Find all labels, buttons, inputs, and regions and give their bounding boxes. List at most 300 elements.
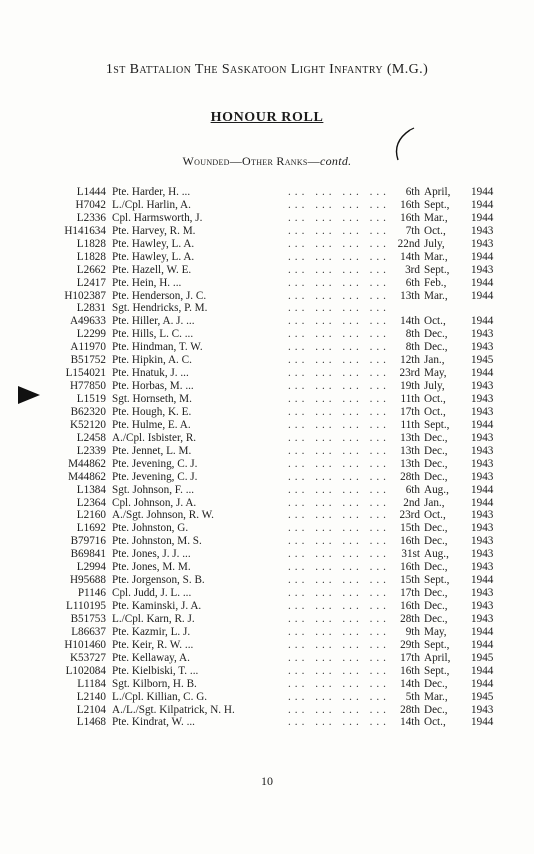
date-month: Oct., [424, 716, 446, 729]
date-month: Oct., [424, 315, 446, 328]
date-day: 8th [405, 341, 420, 354]
date-month: Dec., [424, 522, 448, 535]
soldier-name: Cpl. Johnson, J. A. [112, 496, 197, 509]
service-number: L1444 [76, 186, 106, 198]
service-number: L2140 [76, 690, 106, 703]
date-month: Dec., [424, 328, 448, 341]
service-number: L2336 [76, 211, 106, 224]
date-day: 17th [400, 587, 420, 600]
date-year: 1943 [471, 587, 494, 600]
service-number: L2160 [76, 509, 106, 522]
date-day: 28th [400, 703, 420, 716]
roll-entry [58, 393, 498, 406]
roll-entry [58, 548, 498, 561]
date-day: 7th [405, 224, 420, 237]
date-year: 1944 [471, 418, 494, 431]
date-year: 1944 [471, 638, 494, 651]
date-year: 1943 [471, 328, 494, 341]
roll-entry [58, 315, 498, 328]
date-day: 14th [400, 315, 420, 328]
soldier-name: Pte. Hazell, W. E. [112, 263, 192, 276]
date-year: 1944 [471, 198, 494, 211]
date-month: May, [424, 625, 447, 638]
leader-dots: ... ... ... ... [288, 625, 390, 638]
soldier-name: L./Cpl. Karn, R. J. [112, 612, 195, 625]
date-day: 14th [400, 716, 420, 729]
roll-entry [58, 652, 498, 665]
service-number: L102084 [65, 664, 106, 677]
service-number: M44862 [68, 470, 106, 483]
leader-dots: ... ... ... ... [288, 703, 390, 716]
leader-dots: ... ... ... ... [288, 418, 390, 431]
service-number: L1828 [76, 237, 106, 250]
soldier-name: Sgt. Hornseth, M. [112, 393, 192, 405]
date-month: Dec., [424, 600, 448, 612]
roll-entry [58, 354, 498, 367]
soldier-name: Cpl. Judd, J. L. ... [112, 587, 192, 600]
soldier-name: Pte. Jennet, L. M. [112, 444, 192, 457]
leader-dots: ... ... ... ... [288, 535, 390, 548]
leader-dots: ... ... ... ... [288, 211, 390, 224]
date-year: 1944 [471, 289, 494, 302]
date-month: Dec., [424, 457, 448, 470]
date-day: 15th [400, 574, 420, 587]
service-number: L2994 [76, 561, 106, 574]
service-number: B51752 [70, 354, 106, 367]
date-month: July, [424, 237, 445, 250]
battalion-header: 1st Battalion The Saskatoon Light Infantry (M.G.) [105, 62, 429, 77]
roll-entry [58, 406, 498, 419]
date-year: 1944 [471, 625, 494, 638]
date-day: 16th [400, 211, 420, 224]
leader-dots: ... ... ... ... [288, 224, 390, 237]
date-month: Dec., [424, 444, 448, 457]
date-month: Sept., [424, 638, 450, 651]
leader-dots: ... ... ... ... [288, 470, 390, 483]
date-year: 1943 [471, 263, 494, 276]
date-year: 1945 [471, 354, 494, 367]
date-month: Sept., [424, 664, 450, 677]
roll-entry [58, 380, 498, 393]
date-day: 2nd [403, 496, 420, 509]
roll-entry [58, 484, 498, 497]
date-month: Dec., [424, 703, 448, 716]
leader-dots: ... ... ... ... [288, 457, 390, 470]
leader-dots: ... ... ... ... [288, 522, 390, 535]
date-year: 1944 [471, 250, 494, 263]
leader-dots: ... ... ... ... [288, 548, 390, 561]
leader-dots: ... ... ... ... [288, 186, 390, 198]
roll-entry [58, 574, 498, 587]
date-year: 1943 [471, 237, 494, 250]
service-number: L2364 [76, 496, 106, 509]
date-day: 13th [400, 444, 420, 457]
date-year: 1944 [471, 483, 494, 496]
roll-entry [58, 600, 498, 613]
section-subtitle-suffix: contd. [319, 154, 352, 168]
date-day: 28th [400, 612, 420, 625]
leader-dots: ... ... ... ... [288, 289, 390, 302]
date-day: 13th [400, 431, 420, 444]
leader-dots: ... ... ... ... [288, 690, 390, 703]
roll-entry [58, 678, 498, 691]
leader-dots: ... ... ... ... [288, 638, 390, 651]
page-title: HONOUR ROLL [210, 110, 324, 125]
soldier-name: Pte. Hawley, L. A. [112, 250, 195, 263]
leader-dots: ... ... ... ... [288, 716, 390, 729]
date-year: 1944 [471, 367, 494, 380]
leader-dots: ... ... ... ... [288, 651, 390, 664]
service-number: L2662 [76, 263, 106, 276]
leader-dots: ... ... ... ... [288, 561, 390, 574]
soldier-name: Pte. Hein, H. ... [112, 276, 182, 289]
date-day: 16th [400, 600, 420, 612]
soldier-name: Pte. Kindrat, W. ... [112, 716, 195, 729]
date-year: 1944 [471, 186, 494, 198]
roll-entry [58, 277, 498, 290]
leader-dots: ... ... ... ... [288, 263, 390, 276]
date-year: 1944 [471, 664, 494, 677]
leader-dots: ... ... ... ... [288, 354, 390, 367]
date-day: 6th [405, 483, 420, 496]
date-day: 19th [400, 380, 420, 393]
date-year: 1943 [471, 393, 494, 405]
service-number: H101460 [64, 638, 106, 651]
soldier-name: Pte. Kaminski, J. A. [112, 600, 202, 612]
date-year: 1945 [471, 690, 494, 703]
leader-dots: ... ... ... ... [288, 444, 390, 457]
date-month: Dec., [424, 561, 448, 574]
date-day: 15th [400, 522, 420, 535]
date-year: 1944 [471, 276, 494, 289]
roll-entry [58, 328, 498, 341]
date-day: 14th [400, 250, 420, 263]
date-day: 9th [405, 625, 420, 638]
soldier-name: Pte. Harvey, R. M. [112, 224, 196, 237]
roll-entry [58, 704, 498, 717]
date-month: Sept., [424, 418, 450, 431]
soldier-name: Pte. Jevening, C. J. [112, 470, 198, 483]
date-month: Aug., [424, 483, 449, 496]
soldier-name: Sgt. Johnson, F. ... [112, 483, 195, 496]
date-year: 1943 [471, 224, 494, 237]
service-number: L154021 [65, 367, 106, 380]
leader-dots: ... ... ... ... [288, 405, 390, 418]
service-number: B62320 [70, 405, 106, 418]
date-day: 22nd [397, 237, 420, 250]
date-day: 29th [400, 638, 420, 651]
date-day: 23rd [399, 509, 420, 522]
roll-entry [58, 535, 498, 548]
roll-entry [58, 471, 498, 484]
date-month: Oct., [424, 393, 446, 405]
date-month: Oct., [424, 509, 446, 522]
roll-entry [58, 367, 498, 380]
soldier-name: Sgt. Kilborn, H. B. [112, 677, 197, 690]
soldier-name: A./L./Sgt. Kilpatrick, N. H. [112, 703, 235, 716]
soldier-name: L./Cpl. Killian, C. G. [112, 690, 208, 703]
service-number: L110195 [66, 600, 106, 612]
service-number: L86637 [71, 625, 106, 638]
date-year: 1945 [471, 651, 494, 664]
date-year: 1944 [471, 496, 494, 509]
leader-dots: ... ... ... ... [288, 341, 390, 354]
roll-entry [58, 613, 498, 626]
leader-dots: ... ... ... ... [288, 276, 390, 289]
date-month: April, [424, 651, 451, 664]
soldier-name: Sgt. Hendricks, P. M. [112, 302, 208, 315]
date-month: Oct., [424, 224, 446, 237]
service-number: A11970 [70, 341, 106, 354]
roll-entry [58, 186, 498, 199]
date-month: Dec., [424, 431, 448, 444]
date-month: Dec., [424, 677, 448, 690]
service-number: K52120 [69, 418, 106, 431]
leader-dots: ... ... ... ... [288, 328, 390, 341]
leader-dots: ... ... ... ... [288, 250, 390, 263]
date-month: Sept., [424, 574, 450, 587]
date-year: 1944 [471, 716, 494, 729]
leader-dots: ... ... ... ... [288, 393, 390, 405]
service-number: L1468 [76, 716, 106, 729]
service-number: H7042 [75, 198, 106, 211]
date-month: Oct., [424, 405, 446, 418]
leader-dots: ... ... ... ... [288, 664, 390, 677]
date-month: Dec., [424, 535, 448, 548]
soldier-name: Pte. Johnston, M. S. [112, 535, 202, 548]
date-day: 16th [400, 664, 420, 677]
soldier-name: Pte. Horbas, M. ... [112, 380, 194, 393]
service-number: B69841 [70, 548, 106, 561]
service-number: B79716 [70, 535, 106, 548]
roll-entry [58, 639, 498, 652]
service-number: L2831 [76, 302, 106, 315]
date-year: 1943 [471, 380, 494, 393]
soldier-name: A./Cpl. Isbister, R. [112, 431, 197, 444]
roll-entry [58, 199, 498, 212]
date-day: 11th [400, 418, 420, 431]
roll-entry [58, 212, 498, 225]
service-number: M44862 [68, 457, 106, 470]
leader-dots: ... ... ... ... [288, 600, 390, 612]
service-number: L1519 [76, 393, 106, 405]
service-number: L2339 [76, 444, 106, 457]
soldier-name: Pte. Kellaway, A. [112, 651, 190, 664]
service-number: L1184 [77, 677, 106, 690]
service-number: L2458 [76, 431, 106, 444]
leader-dots: ... ... ... ... [288, 198, 390, 211]
soldier-name: Pte. Jones, J. J. ... [112, 548, 191, 561]
page-number: 10 [261, 774, 273, 788]
soldier-name: L./Cpl. Harlin, A. [112, 198, 191, 211]
soldier-name: Pte. Hipkin, A. C. [112, 354, 192, 367]
date-year: 1944 [471, 211, 494, 224]
section-subtitle [0, 154, 534, 169]
date-month: Dec., [424, 470, 448, 483]
date-day: 5th [405, 690, 420, 703]
date-day: 16th [400, 198, 420, 211]
date-year: 1943 [471, 548, 494, 561]
leader-dots: ... ... ... ... [288, 587, 390, 600]
date-day: 3rd [405, 263, 420, 276]
date-year: 1943 [471, 341, 494, 354]
roll-entry [58, 716, 498, 729]
leader-dots: ... ... ... ... [288, 367, 390, 380]
service-number: L2104 [76, 703, 106, 716]
leader-dots: ... ... ... ... [288, 574, 390, 587]
date-month: Jan., [424, 496, 445, 509]
soldier-name: Pte. Jorgenson, S. B. [112, 574, 205, 587]
leader-dots: ... ... ... ... [288, 380, 390, 393]
soldier-name: Pte. Kielbiski, T. ... [112, 664, 199, 677]
roll-entry [58, 626, 498, 639]
leader-dots: ... ... ... ... [288, 509, 390, 522]
roll-entry [58, 225, 498, 238]
roll-entry [58, 432, 498, 445]
leader-dots: ... ... ... ... [288, 612, 390, 625]
date-month: Jan., [424, 354, 445, 367]
date-year: 1943 [471, 457, 494, 470]
date-year: 1944 [471, 677, 494, 690]
soldier-name: Pte. Hnatuk, J. ... [112, 367, 189, 380]
date-year: 1943 [471, 600, 494, 612]
date-day: 13th [400, 289, 420, 302]
soldier-name: Pte. Hindman, T. W. [112, 341, 203, 354]
pointer-arrow-icon [18, 386, 40, 404]
date-year: 1943 [471, 444, 494, 457]
date-month: July, [424, 380, 445, 393]
soldier-name: Pte. Keir, R. W. ... [112, 638, 194, 651]
soldier-name: Pte. Kazmir, L. J. [112, 625, 191, 638]
roll-entry [58, 497, 498, 510]
date-year: 1943 [471, 405, 494, 418]
service-number: L2299 [76, 328, 106, 341]
soldier-name: Pte. Jones, M. M. [112, 561, 191, 574]
roll-entry [58, 561, 498, 574]
service-number: L1384 [76, 483, 106, 496]
date-day: 17th [400, 651, 420, 664]
service-number: H102387 [64, 289, 106, 302]
date-day: 11th [400, 393, 420, 405]
handwritten-check-mark [388, 126, 418, 164]
date-day: 8th [405, 328, 420, 341]
date-day: 23rd [399, 367, 420, 380]
date-day: 16th [400, 535, 420, 548]
leader-dots: ... ... ... ... [288, 431, 390, 444]
soldier-name: Pte. Hulme, E. A. [112, 418, 191, 431]
date-year: 1943 [471, 470, 494, 483]
soldier-name: Pte. Hills, L. C. ... [112, 328, 194, 341]
leader-dots: ... ... ... ... [288, 302, 390, 315]
soldier-name: Pte. Harder, H. ... [112, 186, 191, 198]
roll-entry [58, 302, 498, 315]
roll-entry [58, 419, 498, 432]
date-month: Dec., [424, 587, 448, 600]
date-day: 16th [400, 561, 420, 574]
roll-entry [58, 458, 498, 471]
roll-entry [58, 290, 498, 303]
roll-entry [58, 691, 498, 704]
service-number: A49633 [69, 315, 106, 328]
soldier-name: Pte. Hawley, L. A. [112, 237, 195, 250]
date-month: Dec., [424, 341, 448, 354]
service-number: P1146 [77, 587, 106, 600]
date-month: Dec., [424, 612, 448, 625]
roll-entry [58, 341, 498, 354]
roll-entry [58, 509, 498, 522]
date-day: 13th [400, 457, 420, 470]
date-month: Aug., [424, 548, 449, 561]
service-number: B51753 [70, 612, 106, 625]
roll-entry [58, 238, 498, 251]
date-month: Mar., [424, 690, 448, 703]
soldier-name: Pte. Johnston, G. [112, 522, 189, 535]
date-month: May, [424, 367, 447, 380]
leader-dots: ... ... ... ... [288, 315, 390, 328]
date-year: 1943 [471, 561, 494, 574]
service-number: L2417 [76, 276, 106, 289]
date-day: 14th [400, 677, 420, 690]
soldier-name: Pte. Jevening, C. J. [112, 457, 198, 470]
service-number: H141634 [64, 224, 106, 237]
leader-dots: ... ... ... ... [288, 677, 390, 690]
date-month: Sept., [424, 198, 450, 211]
date-month: Mar., [424, 250, 448, 263]
roll-entry [58, 251, 498, 264]
roll-entry [58, 522, 498, 535]
roll-entry [58, 445, 498, 458]
leader-dots: ... ... ... ... [288, 237, 390, 250]
date-year: 1943 [471, 612, 494, 625]
date-month: April, [424, 186, 451, 198]
roll-entry [58, 587, 498, 600]
service-number: H95688 [69, 574, 106, 587]
leader-dots: ... ... ... ... [288, 496, 390, 509]
date-year: 1944 [471, 574, 494, 587]
date-month: Mar., [424, 211, 448, 224]
soldier-name: Cpl. Harmsworth, J. [112, 211, 203, 224]
soldier-name: Pte. Hiller, A. J. ... [112, 315, 195, 328]
date-year: 1943 [471, 431, 494, 444]
soldier-name: A./Sgt. Johnson, R. W. [112, 509, 214, 522]
date-year: 1944 [471, 315, 494, 328]
date-year: 1943 [471, 509, 494, 522]
section-subtitle-main: Wounded—Other Ranks— [182, 154, 320, 168]
date-day: 17th [400, 405, 420, 418]
roll-entry [58, 264, 498, 277]
roll-entry [58, 665, 498, 678]
date-day: 28th [400, 470, 420, 483]
service-number: L1828 [76, 250, 106, 263]
leader-dots: ... ... ... ... [288, 483, 390, 496]
date-day: 6th [405, 186, 420, 198]
date-year: 1943 [471, 703, 494, 716]
service-number: L1692 [76, 522, 106, 535]
date-day: 12th [400, 354, 420, 367]
date-day: 31st [401, 548, 420, 561]
date-day: 6th [405, 276, 420, 289]
date-month: Feb., [424, 276, 447, 289]
date-month: Sept., [424, 263, 450, 276]
honour-roll-list [58, 186, 498, 729]
service-number: H77850 [69, 380, 106, 393]
date-year: 1943 [471, 522, 494, 535]
soldier-name: Pte. Henderson, J. C. [112, 289, 207, 302]
service-number: K53727 [69, 651, 106, 664]
date-year: 1943 [471, 535, 494, 548]
soldier-name: Pte. Hough, K. E. [112, 405, 192, 418]
date-month: Mar., [424, 289, 448, 302]
